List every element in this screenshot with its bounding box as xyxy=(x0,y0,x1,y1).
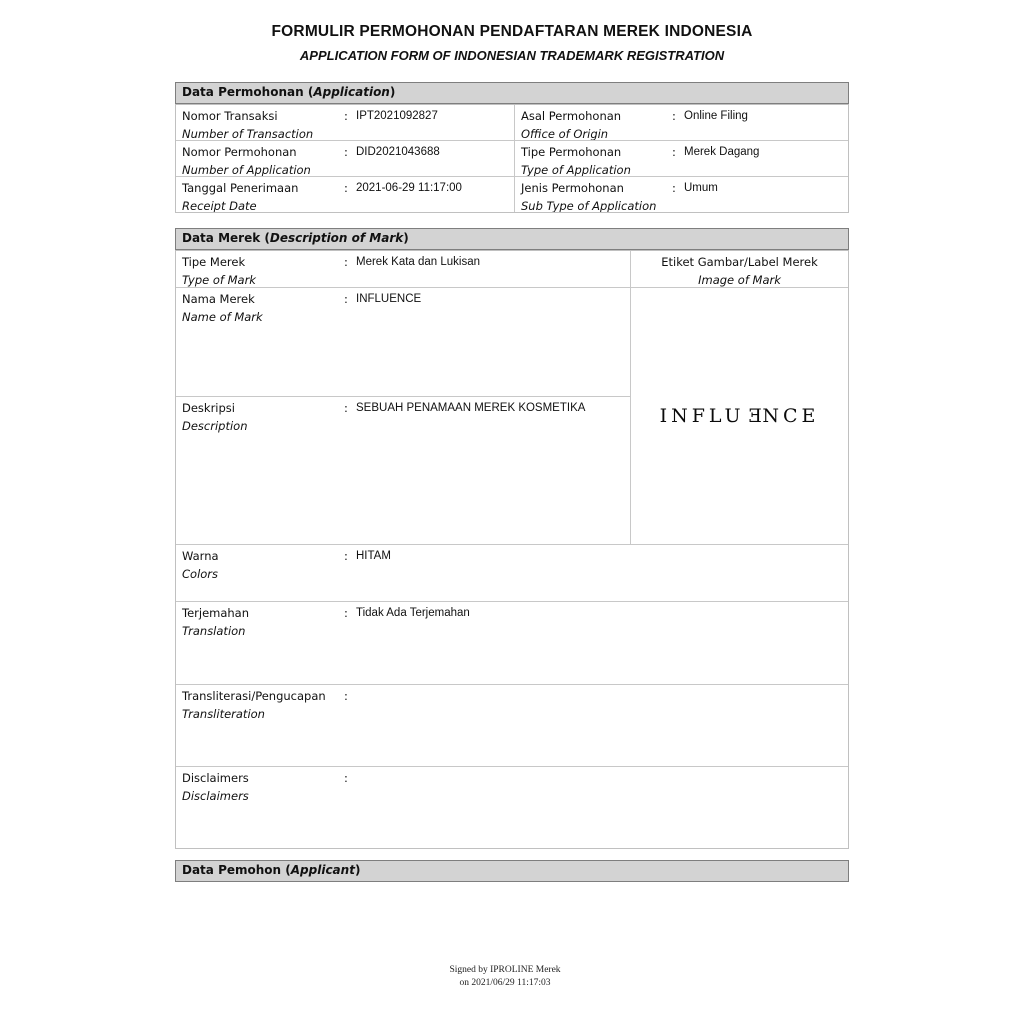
field-tipe-permohonan xyxy=(515,141,848,177)
field-label-id: Warna xyxy=(182,549,219,563)
etiket-label-en: Image of Mark xyxy=(698,273,781,287)
field-label-id: Transliterasi/Pengucapan xyxy=(182,689,326,703)
field-value: Merek Kata dan Lukisan xyxy=(356,256,481,268)
field-label-en: Description xyxy=(182,419,248,433)
application-data-table xyxy=(175,104,849,213)
field-label-en: Sub Type of Application xyxy=(521,199,657,212)
logo-reversed-letter: E xyxy=(744,405,763,427)
trademark-logo-text xyxy=(660,405,820,427)
field-label-id: Jenis Permohonan xyxy=(521,181,624,195)
field-label-id: Nama Merek xyxy=(182,292,255,306)
colon: : xyxy=(344,689,348,703)
colon: : xyxy=(672,181,676,195)
section-title-text: Data Pemohon ( xyxy=(182,863,291,877)
mark-fields-column xyxy=(176,251,631,545)
field-nama-merek xyxy=(176,288,631,397)
field-nomor-permohonan xyxy=(176,141,515,177)
field-label-id: Tipe Permohonan xyxy=(521,145,622,159)
field-deskripsi xyxy=(176,397,631,545)
field-label-en: Disclaimers xyxy=(182,789,249,803)
field-value: SEBUAH PENAMAAN MEREK KOSMETIKA xyxy=(356,402,586,414)
field-label-en: Translation xyxy=(182,624,246,638)
field-label-en: Type of Application xyxy=(521,163,631,177)
field-label-en: Type of Mark xyxy=(182,273,256,287)
field-value: DID2021043688 xyxy=(356,146,440,158)
section-title-italic: Description of Mark xyxy=(269,231,404,245)
colon: : xyxy=(344,771,348,785)
logo-suffix: NCE xyxy=(762,405,820,427)
section-header-data-pemohon xyxy=(175,860,849,882)
field-label-en: Number of Application xyxy=(182,163,311,177)
section-header-data-merek xyxy=(175,228,849,250)
etiket-label-id: Etiket Gambar/Label Merek xyxy=(661,255,818,269)
field-tipe-merek xyxy=(176,251,631,288)
mark-image xyxy=(631,288,848,545)
field-value: Umum xyxy=(684,182,718,194)
colon: : xyxy=(344,109,348,123)
field-label-id: Disclaimers xyxy=(182,771,249,785)
section-title-text: Data Permohonan ( xyxy=(182,85,314,99)
field-nomor-transaksi xyxy=(176,105,515,141)
colon: : xyxy=(344,181,348,195)
field-terjemahan xyxy=(176,602,848,685)
field-value: Merek Dagang xyxy=(684,146,760,158)
signature-line1: Signed by IPROLINE Merek xyxy=(449,965,561,975)
colon: : xyxy=(672,145,676,159)
field-value: 2021-06-29 11:17:00 xyxy=(356,182,462,194)
colon: : xyxy=(344,145,348,159)
field-label-id: Terjemahan xyxy=(182,606,250,620)
field-label-en: Receipt Date xyxy=(182,199,257,212)
field-jenis-permohonan xyxy=(515,177,848,212)
field-value: Online Filing xyxy=(684,110,748,122)
field-label-en: Transliteration xyxy=(182,707,265,721)
field-tanggal-penerimaan xyxy=(176,177,515,212)
field-asal-permohonan xyxy=(515,105,848,141)
colon: : xyxy=(344,549,348,563)
section-title-text: Data Merek ( xyxy=(182,231,270,245)
mark-image-column xyxy=(631,251,848,545)
section-title-suffix: ) xyxy=(354,863,361,877)
field-value: INFLUENCE xyxy=(356,293,422,305)
form-title: FORMULIR PERMOHONAN PENDAFTARAN MEREK INDONESIA xyxy=(271,23,753,40)
field-label-en: Colors xyxy=(182,567,219,581)
colon: : xyxy=(344,292,348,306)
signature-line2: on 2021/06/29 11:17:03 xyxy=(459,978,551,988)
section-title-suffix: ) xyxy=(389,85,396,99)
field-label-id: Asal Permohonan xyxy=(521,109,622,123)
logo-prefix: INFLU xyxy=(659,405,745,427)
field-disclaimers xyxy=(176,767,848,848)
field-label-en: Office of Origin xyxy=(521,127,609,141)
field-label-id: Tipe Merek xyxy=(182,255,246,269)
field-label-id: Nomor Transaksi xyxy=(182,109,278,123)
colon: : xyxy=(344,401,348,415)
field-warna xyxy=(176,545,848,602)
section-title-italic: Applicant xyxy=(290,863,355,877)
field-label-id: Tanggal Penerimaan xyxy=(182,181,299,195)
field-value: Tidak Ada Terjemahan xyxy=(356,607,470,619)
field-transliterasi xyxy=(176,685,848,767)
field-label-en: Number of Transaction xyxy=(182,127,314,141)
section-header-data-permohonan xyxy=(175,82,849,104)
section-title-italic: Application xyxy=(313,85,390,99)
field-value: HITAM xyxy=(356,550,391,562)
field-label-id: Deskripsi xyxy=(182,401,235,415)
colon: : xyxy=(344,606,348,620)
field-label-id: Nomor Permohonan xyxy=(182,145,297,159)
colon: : xyxy=(672,109,676,123)
colon: : xyxy=(344,255,348,269)
signature-note xyxy=(0,964,1010,990)
mark-data-table xyxy=(175,250,849,849)
field-label-en: Name of Mark xyxy=(182,310,263,324)
form-subtitle: APPLICATION FORM OF INDONESIAN TRADEMARK REGISTRATION xyxy=(299,48,725,63)
field-value: IPT2021092827 xyxy=(356,110,438,122)
section-title-suffix: ) xyxy=(403,231,409,245)
etiket-header xyxy=(631,251,848,288)
